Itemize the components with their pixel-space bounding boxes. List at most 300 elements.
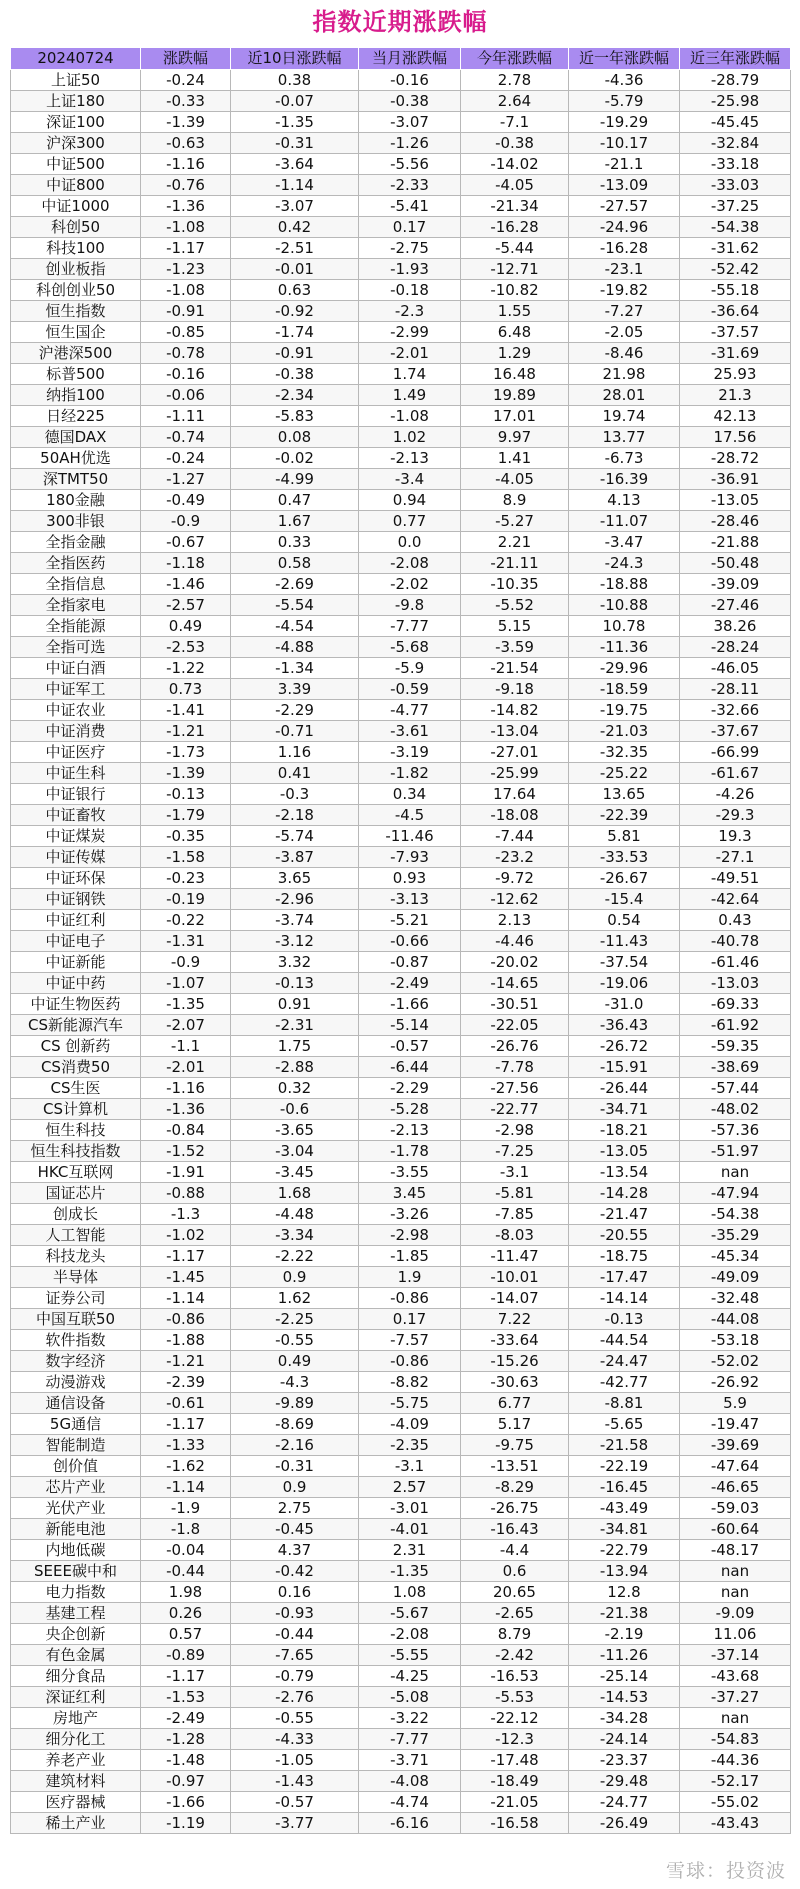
ytd-change-cell: -5.53	[461, 1687, 569, 1708]
1year-change-cell: -26.67	[569, 868, 680, 889]
header-date: 20240724	[11, 48, 141, 70]
10day-change-cell: -0.91	[231, 343, 359, 364]
index-name-cell: 全指医药	[11, 553, 141, 574]
month-change-cell: 2.31	[359, 1540, 461, 1561]
index-name-cell: 养老产业	[11, 1750, 141, 1771]
month-change-cell: -4.25	[359, 1666, 461, 1687]
daily-change-cell: -1.39	[141, 112, 231, 133]
index-name-cell: 恒生国企	[11, 322, 141, 343]
1year-change-cell: -44.54	[569, 1330, 680, 1351]
10day-change-cell: -0.79	[231, 1666, 359, 1687]
ytd-change-cell: 6.77	[461, 1393, 569, 1414]
1year-change-cell: -4.36	[569, 70, 680, 91]
month-change-cell: -5.56	[359, 154, 461, 175]
1year-change-cell: -2.05	[569, 322, 680, 343]
daily-change-cell: -0.84	[141, 1120, 231, 1141]
3year-change-cell: -27.46	[680, 595, 791, 616]
ytd-change-cell: -27.56	[461, 1078, 569, 1099]
10day-change-cell: -0.38	[231, 364, 359, 385]
daily-change-cell: -0.63	[141, 133, 231, 154]
1year-change-cell: 19.74	[569, 406, 680, 427]
daily-change-cell: -1.21	[141, 721, 231, 742]
3year-change-cell: -37.57	[680, 322, 791, 343]
month-change-cell: 1.49	[359, 385, 461, 406]
month-change-cell: -5.9	[359, 658, 461, 679]
month-change-cell: -4.09	[359, 1414, 461, 1435]
table-row	[11, 1267, 791, 1288]
index-name-cell: 中证军工	[11, 679, 141, 700]
1year-change-cell: -8.81	[569, 1393, 680, 1414]
index-change-table	[10, 47, 791, 1834]
daily-change-cell: -0.13	[141, 784, 231, 805]
table-row	[11, 616, 791, 637]
daily-change-cell: -1.17	[141, 1414, 231, 1435]
daily-change-cell: -2.49	[141, 1708, 231, 1729]
daily-change-cell: -1.48	[141, 1750, 231, 1771]
ytd-change-cell: -7.78	[461, 1057, 569, 1078]
index-name-cell: 中证500	[11, 154, 141, 175]
3year-change-cell: -42.64	[680, 889, 791, 910]
3year-change-cell: -69.33	[680, 994, 791, 1015]
month-change-cell: -3.4	[359, 469, 461, 490]
1year-change-cell: -29.96	[569, 658, 680, 679]
table-row	[11, 238, 791, 259]
month-change-cell: -3.01	[359, 1498, 461, 1519]
table-row	[11, 406, 791, 427]
index-name-cell: 德国DAX	[11, 427, 141, 448]
daily-change-cell: 0.49	[141, 616, 231, 637]
ytd-change-cell: -2.65	[461, 1603, 569, 1624]
1year-change-cell: -21.47	[569, 1204, 680, 1225]
daily-change-cell: -0.16	[141, 364, 231, 385]
daily-change-cell: -0.24	[141, 448, 231, 469]
daily-change-cell: -0.78	[141, 343, 231, 364]
month-change-cell: 0.77	[359, 511, 461, 532]
ytd-change-cell: 5.17	[461, 1414, 569, 1435]
table-row	[11, 1099, 791, 1120]
index-name-cell: 软件指数	[11, 1330, 141, 1351]
index-name-cell: 有色金属	[11, 1645, 141, 1666]
1year-change-cell: 13.77	[569, 427, 680, 448]
index-name-cell: 沪港深500	[11, 343, 141, 364]
1year-change-cell: -17.47	[569, 1267, 680, 1288]
index-name-cell: 180金融	[11, 490, 141, 511]
month-change-cell: -2.13	[359, 1120, 461, 1141]
ytd-change-cell: -7.44	[461, 826, 569, 847]
ytd-change-cell: -2.98	[461, 1120, 569, 1141]
index-name-cell: CS生医	[11, 1078, 141, 1099]
1year-change-cell: -5.79	[569, 91, 680, 112]
3year-change-cell: -43.43	[680, 1813, 791, 1834]
month-change-cell: -3.19	[359, 742, 461, 763]
3year-change-cell: -55.02	[680, 1792, 791, 1813]
month-change-cell: -3.22	[359, 1708, 461, 1729]
ytd-change-cell: -14.02	[461, 154, 569, 175]
ytd-change-cell: 6.48	[461, 322, 569, 343]
month-change-cell: -4.5	[359, 805, 461, 826]
daily-change-cell: 0.26	[141, 1603, 231, 1624]
10day-change-cell: -1.05	[231, 1750, 359, 1771]
index-name-cell: 恒生科技指数	[11, 1141, 141, 1162]
daily-change-cell: -1.33	[141, 1435, 231, 1456]
table-row	[11, 70, 791, 91]
index-name-cell: 全指可选	[11, 637, 141, 658]
3year-change-cell: -54.38	[680, 217, 791, 238]
month-change-cell: -0.86	[359, 1288, 461, 1309]
1year-change-cell: -32.35	[569, 742, 680, 763]
3year-change-cell: -59.35	[680, 1036, 791, 1057]
daily-change-cell: -1.1	[141, 1036, 231, 1057]
daily-change-cell: -1.14	[141, 1288, 231, 1309]
table-row	[11, 133, 791, 154]
3year-change-cell: -50.48	[680, 553, 791, 574]
3year-change-cell: -25.98	[680, 91, 791, 112]
table-row	[11, 280, 791, 301]
daily-change-cell: 0.57	[141, 1624, 231, 1645]
3year-change-cell: -39.09	[680, 574, 791, 595]
index-name-cell: 中证煤炭	[11, 826, 141, 847]
ytd-change-cell: -33.64	[461, 1330, 569, 1351]
3year-change-cell: -44.36	[680, 1750, 791, 1771]
month-change-cell: -2.49	[359, 973, 461, 994]
daily-change-cell: -0.49	[141, 490, 231, 511]
month-change-cell: -5.28	[359, 1099, 461, 1120]
10day-change-cell: -3.77	[231, 1813, 359, 1834]
table-row	[11, 847, 791, 868]
1year-change-cell: -24.47	[569, 1351, 680, 1372]
index-name-cell: SEEE碳中和	[11, 1561, 141, 1582]
ytd-change-cell: -3.1	[461, 1162, 569, 1183]
ytd-change-cell: -8.29	[461, 1477, 569, 1498]
table-row	[11, 553, 791, 574]
ytd-change-cell: -21.34	[461, 196, 569, 217]
1year-change-cell: -10.88	[569, 595, 680, 616]
month-change-cell: -2.33	[359, 175, 461, 196]
month-change-cell: -2.35	[359, 1435, 461, 1456]
month-change-cell: -1.85	[359, 1246, 461, 1267]
10day-change-cell: -0.45	[231, 1519, 359, 1540]
table-row	[11, 1519, 791, 1540]
index-name-cell: 50AH优选	[11, 448, 141, 469]
table-row	[11, 1435, 791, 1456]
daily-change-cell: -1.16	[141, 154, 231, 175]
table-row	[11, 1729, 791, 1750]
10day-change-cell: -5.83	[231, 406, 359, 427]
month-change-cell: 0.94	[359, 490, 461, 511]
daily-change-cell: -0.04	[141, 1540, 231, 1561]
daily-change-cell: -1.07	[141, 973, 231, 994]
10day-change-cell: -3.64	[231, 154, 359, 175]
ytd-change-cell: -15.26	[461, 1351, 569, 1372]
table-row	[11, 112, 791, 133]
3year-change-cell: -57.36	[680, 1120, 791, 1141]
1year-change-cell: -22.39	[569, 805, 680, 826]
daily-change-cell: -1.02	[141, 1225, 231, 1246]
3year-change-cell: 0.43	[680, 910, 791, 931]
month-change-cell: -5.08	[359, 1687, 461, 1708]
3year-change-cell: -52.17	[680, 1771, 791, 1792]
index-name-cell: 证券公司	[11, 1288, 141, 1309]
3year-change-cell: -28.11	[680, 679, 791, 700]
table-row	[11, 259, 791, 280]
ytd-change-cell: -30.63	[461, 1372, 569, 1393]
3year-change-cell: 38.26	[680, 616, 791, 637]
1year-change-cell: -13.94	[569, 1561, 680, 1582]
10day-change-cell: -4.3	[231, 1372, 359, 1393]
1year-change-cell: -36.43	[569, 1015, 680, 1036]
month-change-cell: -2.01	[359, 343, 461, 364]
ytd-change-cell: -12.62	[461, 889, 569, 910]
10day-change-cell: 1.62	[231, 1288, 359, 1309]
month-change-cell: -3.71	[359, 1750, 461, 1771]
table-row	[11, 658, 791, 679]
table-row	[11, 1645, 791, 1666]
3year-change-cell: -43.68	[680, 1666, 791, 1687]
month-change-cell: 1.74	[359, 364, 461, 385]
month-change-cell: -9.8	[359, 595, 461, 616]
1year-change-cell: -27.57	[569, 196, 680, 217]
table-row	[11, 1015, 791, 1036]
index-name-cell: 深TMT50	[11, 469, 141, 490]
ytd-change-cell: 17.64	[461, 784, 569, 805]
daily-change-cell: -0.67	[141, 532, 231, 553]
daily-change-cell: 1.98	[141, 1582, 231, 1603]
3year-change-cell: -33.18	[680, 154, 791, 175]
ytd-change-cell: 8.9	[461, 490, 569, 511]
1year-change-cell: -24.3	[569, 553, 680, 574]
3year-change-cell: -46.05	[680, 658, 791, 679]
table-row	[11, 1141, 791, 1162]
3year-change-cell: -32.66	[680, 700, 791, 721]
3year-change-cell: -52.02	[680, 1351, 791, 1372]
1year-change-cell: -16.45	[569, 1477, 680, 1498]
10day-change-cell: -0.57	[231, 1792, 359, 1813]
ytd-change-cell: 17.01	[461, 406, 569, 427]
index-name-cell: CS 创新药	[11, 1036, 141, 1057]
index-name-cell: 科技龙头	[11, 1246, 141, 1267]
month-change-cell: -2.13	[359, 448, 461, 469]
10day-change-cell: 0.63	[231, 280, 359, 301]
index-name-cell: CS计算机	[11, 1099, 141, 1120]
10day-change-cell: 0.9	[231, 1267, 359, 1288]
3year-change-cell: -44.08	[680, 1309, 791, 1330]
index-name-cell: 通信设备	[11, 1393, 141, 1414]
index-name-cell: 中证白酒	[11, 658, 141, 679]
month-change-cell: 0.17	[359, 217, 461, 238]
header-3year-change: 近三年涨跌幅	[680, 48, 791, 70]
ytd-change-cell: 1.41	[461, 448, 569, 469]
index-name-cell: 深证100	[11, 112, 141, 133]
ytd-change-cell: 1.29	[461, 343, 569, 364]
month-change-cell: -3.61	[359, 721, 461, 742]
table-row	[11, 1561, 791, 1582]
daily-change-cell: -1.08	[141, 217, 231, 238]
ytd-change-cell: 2.64	[461, 91, 569, 112]
3year-change-cell: -40.78	[680, 931, 791, 952]
3year-change-cell: -28.24	[680, 637, 791, 658]
10day-change-cell: -0.93	[231, 1603, 359, 1624]
3year-change-cell: -49.09	[680, 1267, 791, 1288]
3year-change-cell: -57.44	[680, 1078, 791, 1099]
10day-change-cell: 0.08	[231, 427, 359, 448]
daily-change-cell: -0.86	[141, 1309, 231, 1330]
3year-change-cell: -55.18	[680, 280, 791, 301]
table-row	[11, 1288, 791, 1309]
daily-change-cell: -2.07	[141, 1015, 231, 1036]
table-row	[11, 511, 791, 532]
month-change-cell: -1.08	[359, 406, 461, 427]
table-row	[11, 1162, 791, 1183]
ytd-change-cell: -16.28	[461, 217, 569, 238]
daily-change-cell: 0.73	[141, 679, 231, 700]
3year-change-cell: -51.97	[680, 1141, 791, 1162]
3year-change-cell: -39.69	[680, 1435, 791, 1456]
10day-change-cell: -1.43	[231, 1771, 359, 1792]
10day-change-cell: -2.31	[231, 1015, 359, 1036]
10day-change-cell: -5.74	[231, 826, 359, 847]
ytd-change-cell: -5.27	[461, 511, 569, 532]
10day-change-cell: -4.88	[231, 637, 359, 658]
10day-change-cell: -0.55	[231, 1330, 359, 1351]
daily-change-cell: -1.3	[141, 1204, 231, 1225]
index-name-cell: 人工智能	[11, 1225, 141, 1246]
3year-change-cell: -59.03	[680, 1498, 791, 1519]
index-name-cell: 光伏产业	[11, 1498, 141, 1519]
daily-change-cell: -1.35	[141, 994, 231, 1015]
ytd-change-cell: 5.15	[461, 616, 569, 637]
table-row	[11, 1078, 791, 1099]
3year-change-cell: -28.72	[680, 448, 791, 469]
table-row	[11, 469, 791, 490]
daily-change-cell: -2.01	[141, 1057, 231, 1078]
daily-change-cell: -1.91	[141, 1162, 231, 1183]
ytd-change-cell: -13.51	[461, 1456, 569, 1477]
3year-change-cell: -31.62	[680, 238, 791, 259]
month-change-cell: -7.57	[359, 1330, 461, 1351]
table-row	[11, 784, 791, 805]
ytd-change-cell: -0.38	[461, 133, 569, 154]
index-name-cell: 沪深300	[11, 133, 141, 154]
header-month-change: 当月涨跌幅	[359, 48, 461, 70]
index-name-cell: 中证畜牧	[11, 805, 141, 826]
daily-change-cell: -1.53	[141, 1687, 231, 1708]
ytd-change-cell: -10.01	[461, 1267, 569, 1288]
table-row	[11, 1120, 791, 1141]
3year-change-cell: -37.67	[680, 721, 791, 742]
10day-change-cell: -2.88	[231, 1057, 359, 1078]
index-name-cell: 建筑材料	[11, 1771, 141, 1792]
index-name-cell: 中证红利	[11, 910, 141, 931]
table-row	[11, 448, 791, 469]
table-row	[11, 196, 791, 217]
ytd-change-cell: -16.58	[461, 1813, 569, 1834]
1year-change-cell: -24.96	[569, 217, 680, 238]
1year-change-cell: -34.81	[569, 1519, 680, 1540]
index-name-cell: 中证新能	[11, 952, 141, 973]
month-change-cell: -2.98	[359, 1225, 461, 1246]
1year-change-cell: -19.29	[569, 112, 680, 133]
month-change-cell: -4.08	[359, 1771, 461, 1792]
1year-change-cell: 12.8	[569, 1582, 680, 1603]
daily-change-cell: -1.16	[141, 1078, 231, 1099]
ytd-change-cell: -16.43	[461, 1519, 569, 1540]
table-header	[11, 48, 791, 70]
index-name-cell: 全指家电	[11, 595, 141, 616]
3year-change-cell: -9.09	[680, 1603, 791, 1624]
daily-change-cell: -1.79	[141, 805, 231, 826]
table-row	[11, 1246, 791, 1267]
1year-change-cell: 13.65	[569, 784, 680, 805]
3year-change-cell: nan	[680, 1582, 791, 1603]
table-row	[11, 973, 791, 994]
10day-change-cell: -0.42	[231, 1561, 359, 1582]
daily-change-cell: -1.66	[141, 1792, 231, 1813]
10day-change-cell: 2.75	[231, 1498, 359, 1519]
month-change-cell: -3.1	[359, 1456, 461, 1477]
3year-change-cell: -48.17	[680, 1540, 791, 1561]
daily-change-cell: -1.88	[141, 1330, 231, 1351]
month-change-cell: -1.82	[359, 763, 461, 784]
index-name-cell: 中证钢铁	[11, 889, 141, 910]
table-row	[11, 1792, 791, 1813]
3year-change-cell: -54.38	[680, 1204, 791, 1225]
table-row	[11, 322, 791, 343]
daily-change-cell: -0.91	[141, 301, 231, 322]
month-change-cell: -8.82	[359, 1372, 461, 1393]
daily-change-cell: -2.57	[141, 595, 231, 616]
index-name-cell: 科技100	[11, 238, 141, 259]
ytd-change-cell: -4.46	[461, 931, 569, 952]
month-change-cell: 1.08	[359, 1582, 461, 1603]
index-name-cell: 智能制造	[11, 1435, 141, 1456]
table-row	[11, 700, 791, 721]
10day-change-cell: -0.71	[231, 721, 359, 742]
10day-change-cell: -2.34	[231, 385, 359, 406]
1year-change-cell: 10.78	[569, 616, 680, 637]
daily-change-cell: -1.8	[141, 1519, 231, 1540]
10day-change-cell: -2.76	[231, 1687, 359, 1708]
index-name-cell: 全指能源	[11, 616, 141, 637]
table-row	[11, 1183, 791, 1204]
index-name-cell: 中证消费	[11, 721, 141, 742]
table-row	[11, 427, 791, 448]
10day-change-cell: -0.07	[231, 91, 359, 112]
daily-change-cell: -1.27	[141, 469, 231, 490]
10day-change-cell: 0.42	[231, 217, 359, 238]
1year-change-cell: -6.73	[569, 448, 680, 469]
index-name-cell: 内地低碳	[11, 1540, 141, 1561]
index-name-cell: CS消费50	[11, 1057, 141, 1078]
1year-change-cell: -24.77	[569, 1792, 680, 1813]
3year-change-cell: -61.67	[680, 763, 791, 784]
1year-change-cell: -13.09	[569, 175, 680, 196]
1year-change-cell: -19.75	[569, 700, 680, 721]
ytd-change-cell: -7.1	[461, 112, 569, 133]
table-row	[11, 154, 791, 175]
table-row	[11, 532, 791, 553]
ytd-change-cell: -21.11	[461, 553, 569, 574]
10day-change-cell: -0.02	[231, 448, 359, 469]
10day-change-cell: -9.89	[231, 1393, 359, 1414]
10day-change-cell: -3.04	[231, 1141, 359, 1162]
ytd-change-cell: -14.82	[461, 700, 569, 721]
3year-change-cell: -29.3	[680, 805, 791, 826]
3year-change-cell: 5.9	[680, 1393, 791, 1414]
ytd-change-cell: -2.42	[461, 1645, 569, 1666]
month-change-cell: -2.3	[359, 301, 461, 322]
1year-change-cell: -10.17	[569, 133, 680, 154]
daily-change-cell: -0.9	[141, 952, 231, 973]
